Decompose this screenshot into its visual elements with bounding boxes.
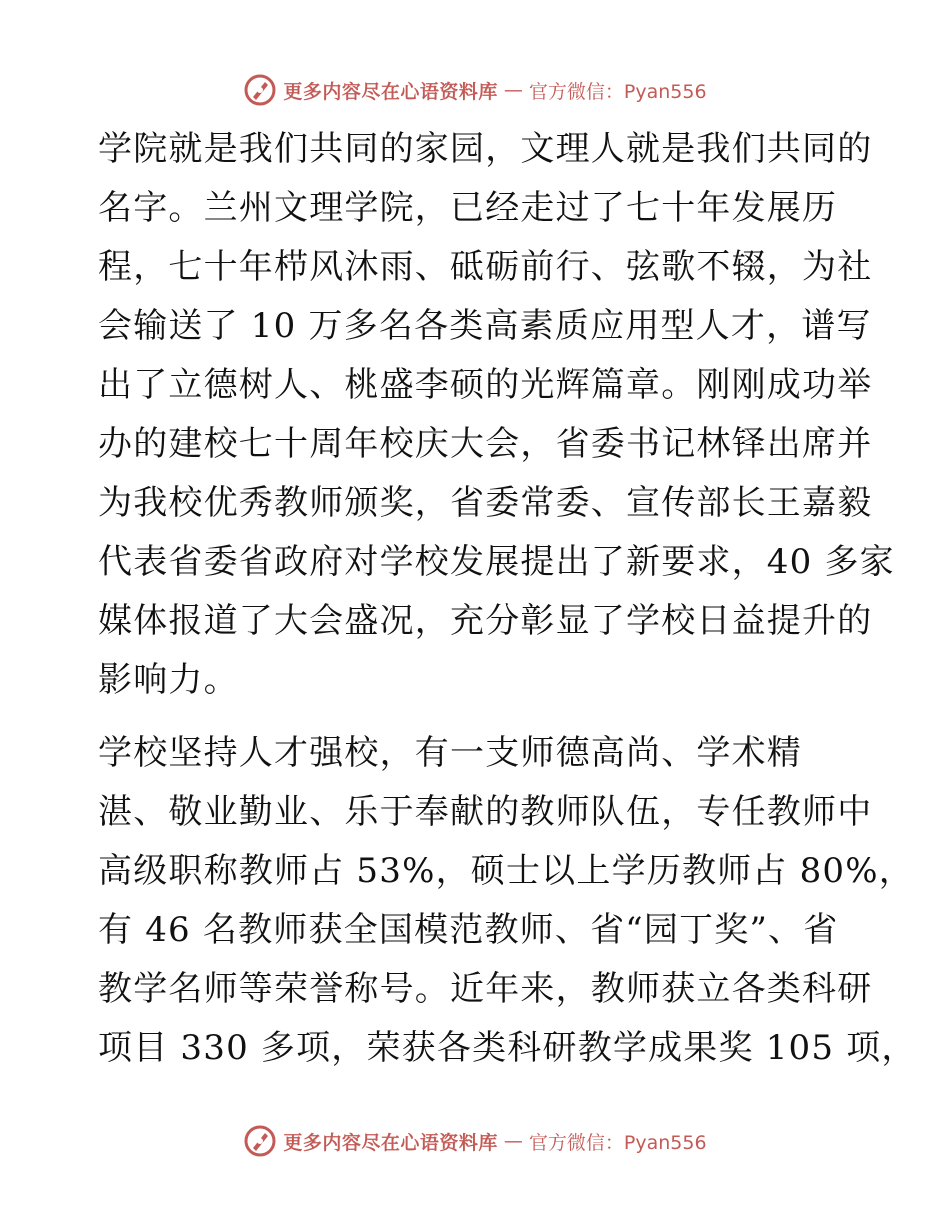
text-line: 项目 330 多项，荣获各类科研教学成果奖 105 项，: [98, 1028, 917, 1068]
text-line: 学院就是我们共同的家园，文理人就是我们共同的: [98, 129, 873, 169]
pen-circle-logo-icon: [243, 73, 277, 107]
watermark-separator: —: [503, 1130, 523, 1152]
text-line: 为我校优秀教师颁奖，省委常委、宣传部长王嘉毅: [98, 483, 873, 523]
text-line: 高级职称教师占 53%，硕士以上学历教师占 80%，: [98, 851, 914, 891]
text-line: 媒体报道了大会盛况，充分彰显了学校日益提升的: [98, 601, 873, 641]
text-line: 办的建校七十周年校庆大会，省委书记林铎出席并: [98, 424, 873, 464]
text-line: 学校坚持人才强校，有一支师德高尚、学术精: [98, 733, 802, 773]
text-line: 会输送了 10 万多名各类高素质应用型人才，谱写: [98, 306, 872, 346]
watermark-wechat: 官方微信：Pyan556: [528, 1131, 707, 1154]
text-line: 影响力。: [98, 660, 239, 700]
watermark-title: 更多内容尽在心语资料库: [283, 1131, 498, 1154]
paragraph-1: [98, 120, 895, 710]
paragraph-2: [98, 724, 917, 1078]
text-line: 有 46 名教师获全国模范教师、省“园丁奖”、省: [98, 910, 839, 950]
text-line: 出了立德树人、桃盛李硕的光辉篇章。刚刚成功举: [98, 365, 873, 405]
watermark-separator: —: [503, 79, 523, 101]
paragraph-spacer: [98, 710, 878, 724]
text-line: 程，七十年栉风沐雨、砥砺前行、弦歌不辍，为社: [98, 247, 873, 287]
header-watermark: [0, 72, 950, 108]
text-line: 名字。兰州文理学院，已经走过了七十年发展历: [98, 188, 838, 228]
watermark-wechat: 官方微信：Pyan556: [528, 80, 707, 103]
text-line: 湛、敬业勤业、乐于奉献的教师队伍，专任教师中: [98, 792, 873, 832]
document-body: [98, 120, 917, 1078]
footer-watermark: [0, 1123, 950, 1159]
pen-circle-logo-icon: [243, 1124, 277, 1158]
watermark-title: 更多内容尽在心语资料库: [283, 80, 498, 103]
text-line: 代表省委省政府对学校发展提出了新要求，40 多家: [98, 542, 895, 582]
text-line: 教学名师等荣誉称号。近年来，教师获立各类科研: [98, 969, 873, 1009]
